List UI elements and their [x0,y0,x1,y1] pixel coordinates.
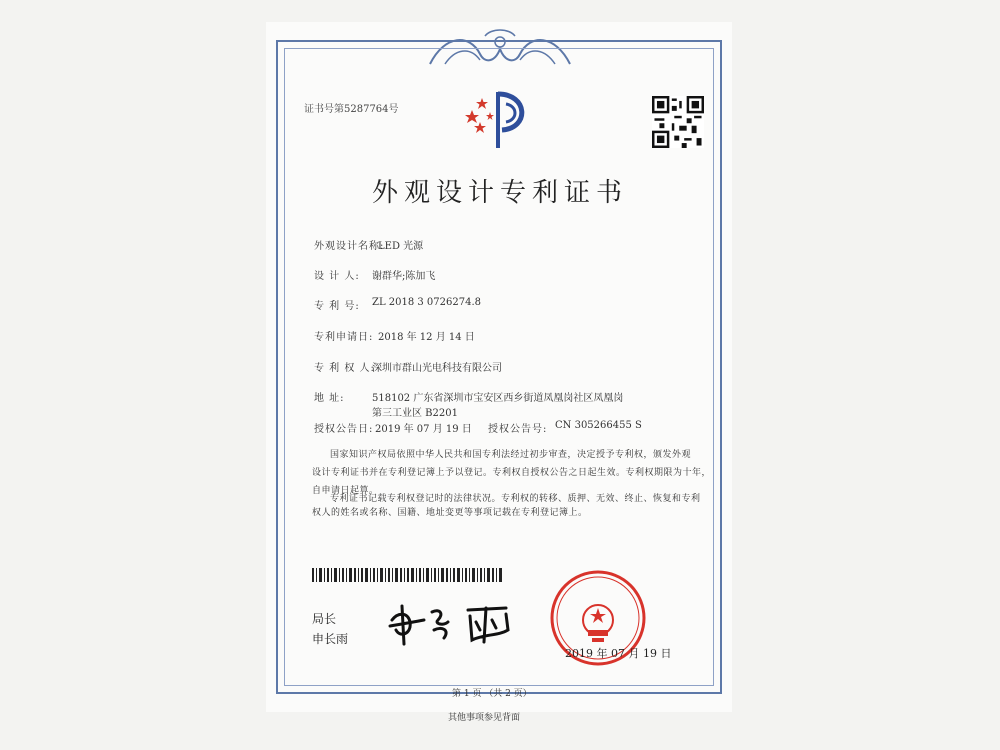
field-label-grant-number: 授权公告号: [488,424,548,435]
seal-date: 2019 年 07 月 19 日 [565,647,672,660]
page-info: 第 1 页 （共 2 页） [452,689,532,699]
director-name: 申长雨 [312,632,349,646]
paragraph-line: 自申请日起算。 [312,486,379,496]
field-value-grant-number: CN 305266455 S [555,420,642,431]
field-value-patentee: 深圳市群山光电科技有限公司 [372,363,502,374]
field-label-patentee: 专 利 权 人: [314,363,375,374]
field-value-designer: 谢群华;陈加飞 [372,271,436,282]
certificate-title: 外观设计专利证书 [372,178,629,208]
field-label-design-name: 外观设计名称: [314,241,385,252]
paragraph-line: 设计专利证书并在专利登记簿上予以登记。专利权自授权公告之日起生效。专利权期限为十年， [312,468,712,478]
field-value-address-line2: 第三工业区 B2201 [372,408,458,419]
field-value-design-name: LED 光源 [378,241,424,252]
barcode-icon [312,568,502,582]
qr-code-icon [652,96,704,148]
paragraph-line: 专利证书记载专利权登记时的法律状况。专利权的转移、质押、无效、终止、恢复和专利 [330,494,701,504]
field-value-patent-number: ZL 2018 3 0726274.8 [372,297,482,308]
patent-logo-icon [458,84,538,154]
field-label-address: 地 址: [314,393,345,404]
field-label-filing-date: 专利申请日: [314,332,374,343]
paragraph-line: 国家知识产权局依照中华人民共和国专利法经过初步审查，决定授予专利权，颁发外观 [330,450,692,460]
field-label-patent-number: 专 利 号: [314,301,360,312]
certificate-number: 证书号第5287764号 [304,104,399,115]
paragraph-line: 权人的姓名或名称、国籍、地址变更等事项记载在专利登记簿上。 [312,508,588,518]
signature-icon [388,600,518,646]
field-label-grant-date: 授权公告日: [314,424,374,435]
field-value-filing-date: 2018 年 12 月 14 日 [378,332,475,343]
director-title: 局长 [312,612,337,626]
field-label-designer: 设 计 人: [314,271,360,282]
back-note: 其他事项参见背面 [448,713,521,723]
field-value-grant-date: 2019 年 07 月 19 日 [375,424,472,435]
field-value-address-line1: 518102 广东省深圳市宝安区西乡街道凤凰岗社区凤凰岗 [372,393,624,404]
